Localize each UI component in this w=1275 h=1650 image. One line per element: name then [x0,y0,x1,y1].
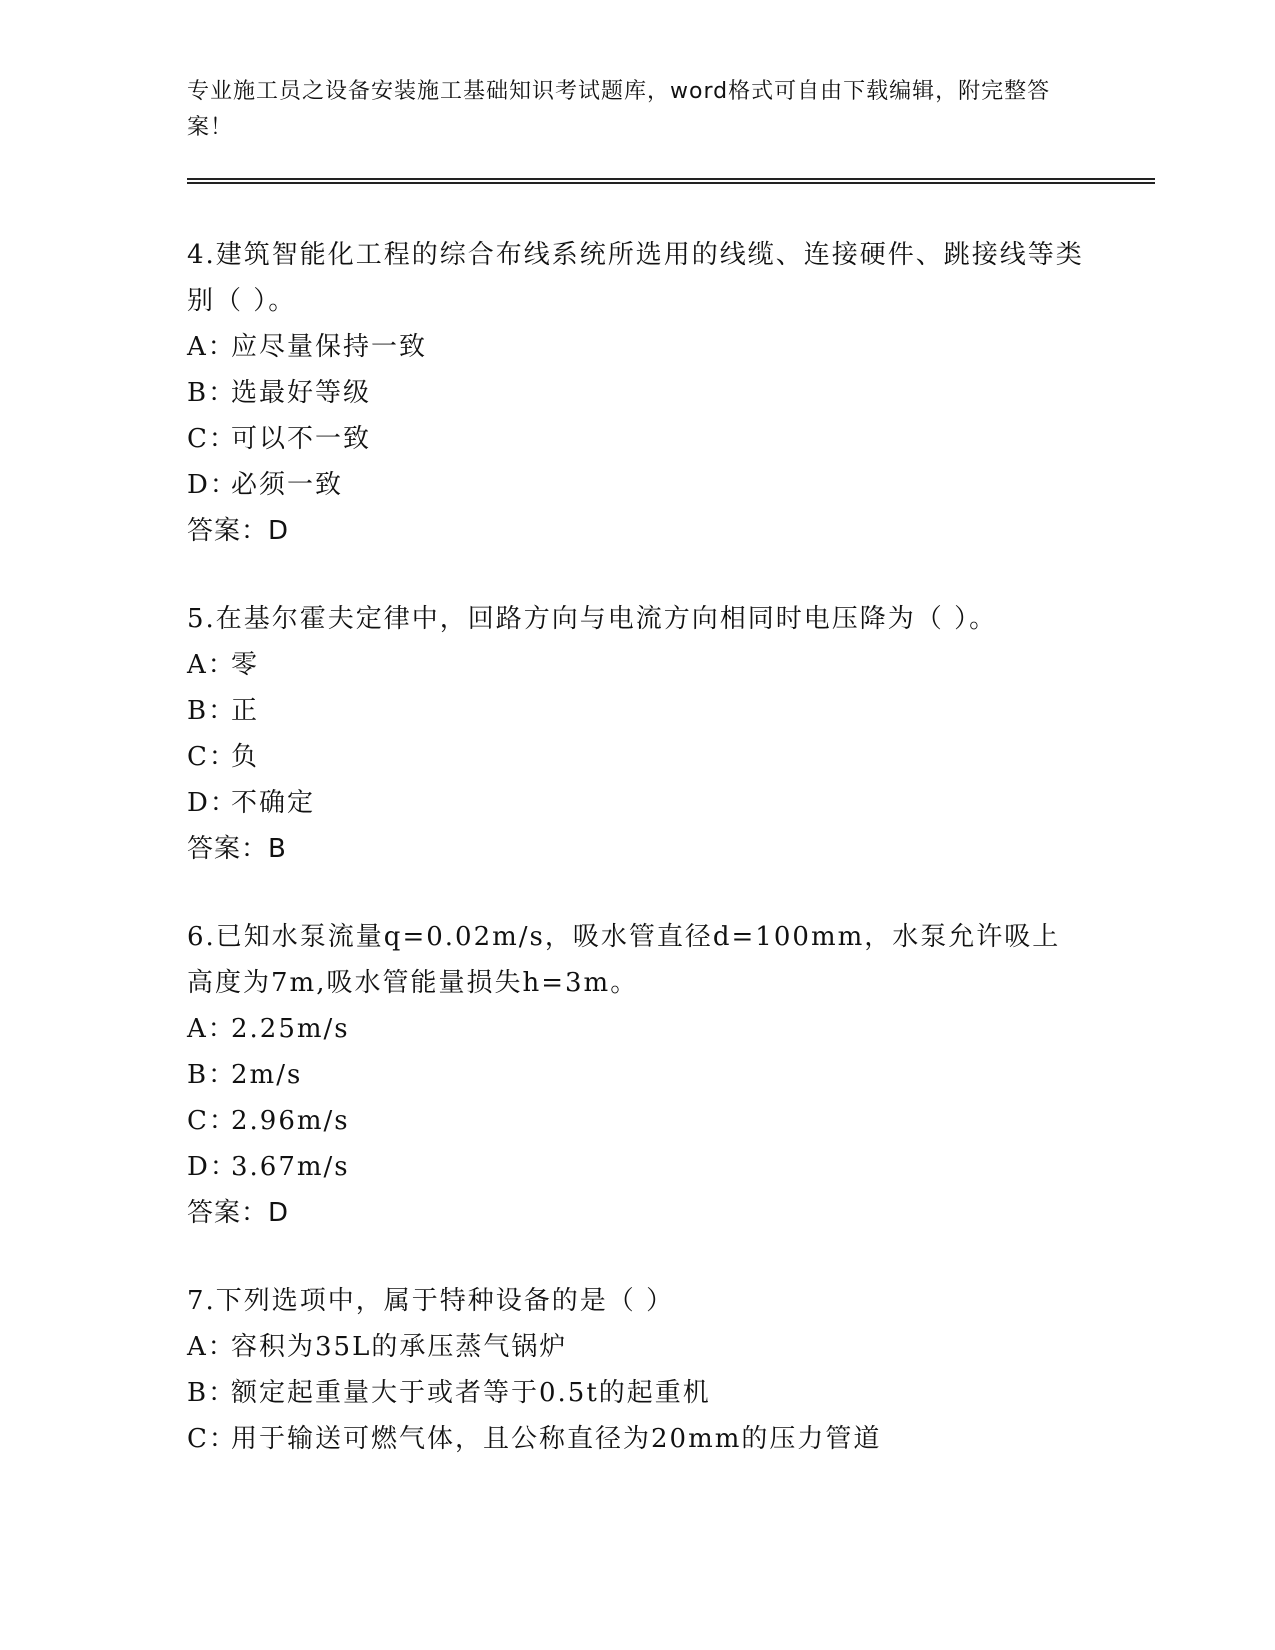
option-key: B： [187,378,237,408]
answer-line: 答案：D [187,516,290,546]
option-text: 2m/s [231,1060,303,1090]
question-5 [187,596,1087,872]
option-key: D： [187,788,238,818]
option-key: A： [187,1332,236,1362]
option-c [187,1098,1087,1144]
option-key: D： [187,1152,238,1182]
option-b [187,1052,1087,1098]
option-text: 容积为35L的承压蒸气锅炉 [231,1332,568,1362]
option-text: 2.25m/s [231,1014,350,1044]
option-text: 可以不一致 [231,424,372,454]
question-stem: 4.建筑智能化工程的综合布线系统所选用的线缆、连接硬件、跳接线等类别（ ）。 [187,240,1084,316]
option-key: A： [187,332,236,362]
question-stem: 5.在基尔霍夫定律中，回路方向与电流方向相同时电压降为（ ）。 [187,604,998,634]
option-text: 负 [231,742,260,772]
option-text: 应尽量保持一致 [231,332,428,362]
option-key: D： [187,470,238,500]
option-d [187,1144,1087,1190]
option-key: C： [187,742,237,772]
option-d [187,462,1087,508]
option-key: A： [187,650,236,680]
option-d [187,780,1087,826]
answer-line: 答案：D [187,1198,290,1228]
document-header: 专业施工员之设备安装施工基础知识考试题库，word格式可自由下载编辑，附完整答案！ [187,79,1051,140]
option-text: 额定起重量大于或者等于0.5t的起重机 [231,1378,711,1408]
option-key: B： [187,1378,237,1408]
option-a [187,1324,1087,1370]
option-text: 选最好等级 [231,378,372,408]
option-key: C： [187,1424,237,1454]
header-divider [187,178,1155,184]
question-list [187,232,1087,1504]
answer-line: 答案：B [187,834,287,864]
option-text: 3.67m/s [231,1152,350,1182]
option-text: 正 [231,696,260,726]
question-stem: 6.已知水泵流量q=0.02m/s，吸水管直径d=100mm，水泵允许吸上高度为7m,吸水管能量损失h=3m。 [187,922,1061,998]
option-key: B： [187,1060,237,1090]
option-c [187,416,1087,462]
option-b [187,1370,1087,1416]
question-6 [187,914,1087,1236]
option-a [187,642,1087,688]
option-text: 零 [231,650,260,680]
option-a [187,324,1087,370]
option-text: 必须一致 [231,470,344,500]
option-b [187,370,1087,416]
option-key: A： [187,1014,236,1044]
option-text: 不确定 [231,788,316,818]
option-key: B： [187,696,237,726]
option-c [187,1416,1087,1462]
option-c [187,734,1087,780]
question-7 [187,1278,1087,1462]
option-b [187,688,1087,734]
option-text: 2.96m/s [231,1106,350,1136]
question-4 [187,232,1087,554]
option-key: C： [187,424,237,454]
option-a [187,1006,1087,1052]
option-key: C： [187,1106,237,1136]
question-stem: 7.下列选项中，属于特种设备的是（ ） [187,1286,675,1316]
option-text: 用于输送可燃气体，且公称直径为20mm的压力管道 [231,1424,882,1454]
